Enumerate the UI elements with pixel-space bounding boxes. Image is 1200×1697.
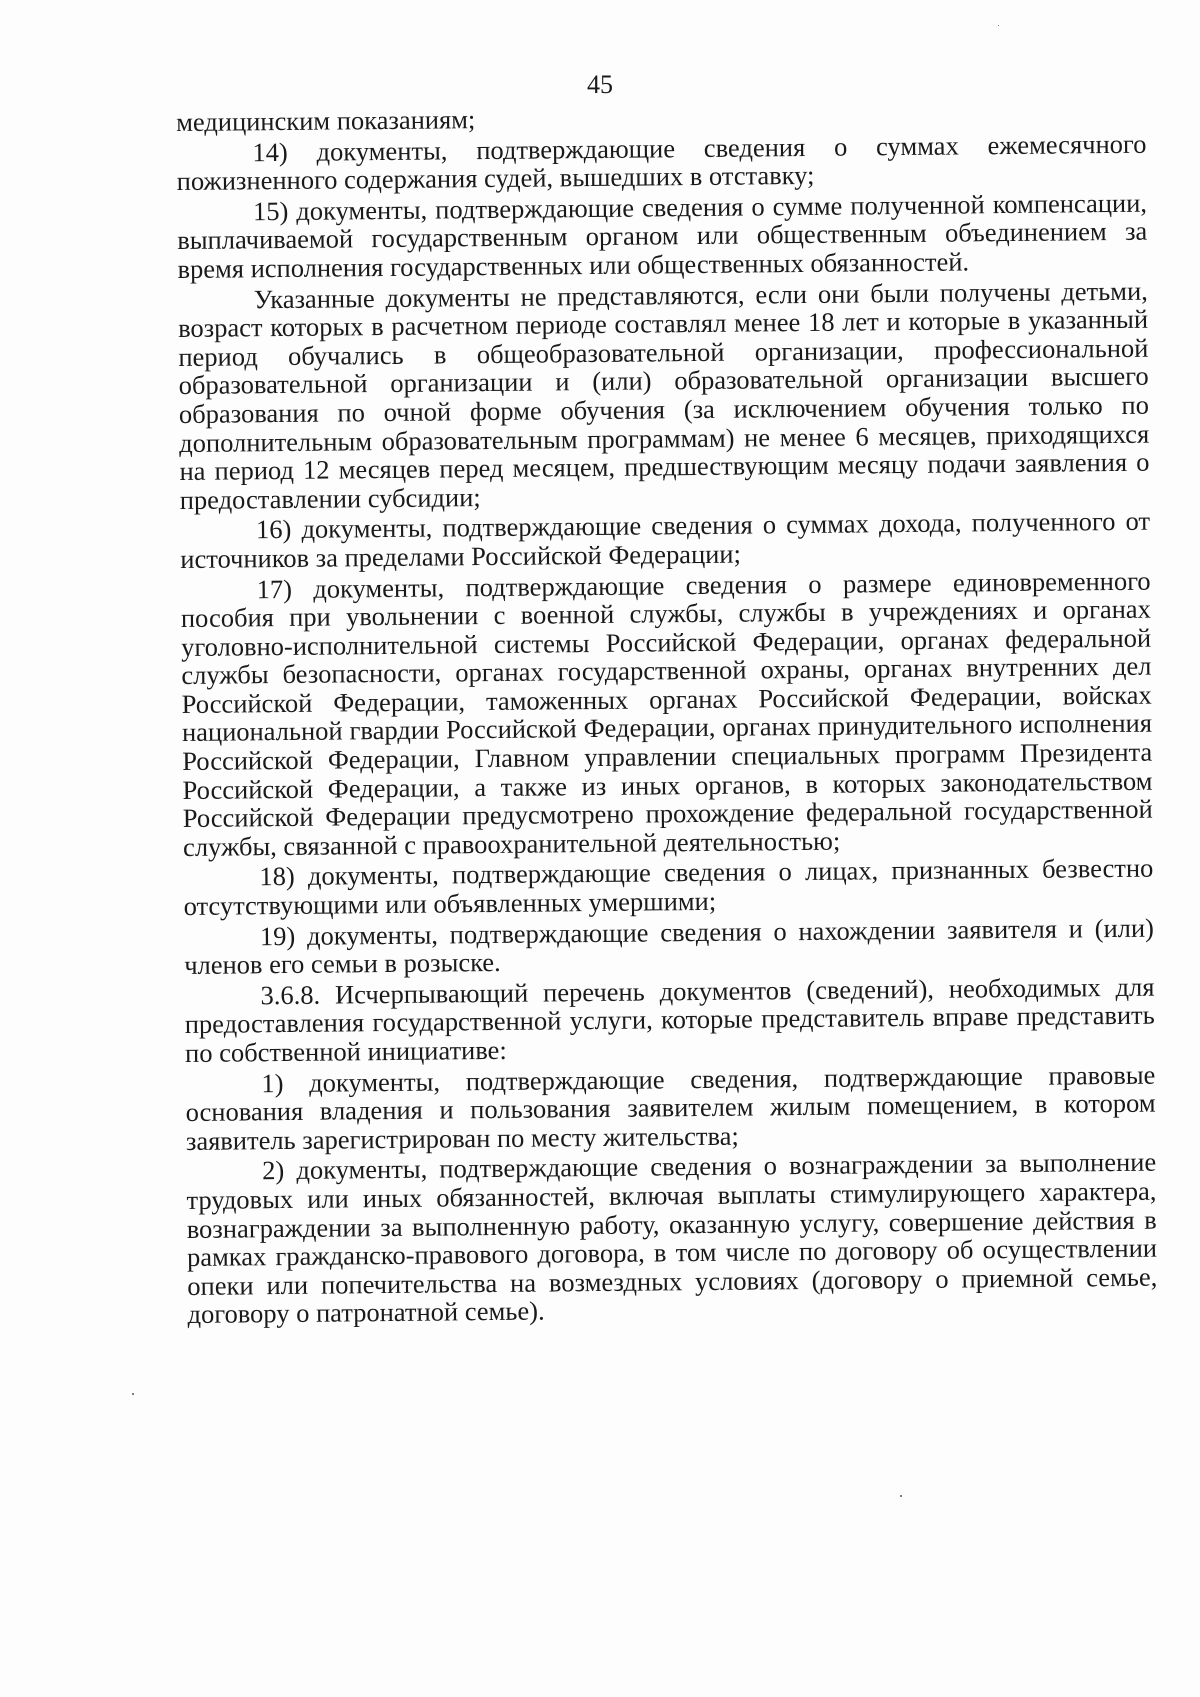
scan-speck <box>900 1495 902 1497</box>
paragraph-item-18: 18) документы, подтверждающие сведения о лицах, признанных безвестно отсутствующими или объявленных умершими; <box>183 853 1154 921</box>
paragraph-continuation: медицинским показаниям; <box>175 104 476 137</box>
paragraph-section-3-6-8: 3.6.8. Исчерпывающий перечень документов (сведений), необходимых для предоставления государственной услуги, которые представитель вправе представить по собственной инициативе: <box>184 971 1155 1068</box>
page-number: 45 <box>587 70 613 99</box>
paragraph-sub-item-1: 1) документы, подтверждающие сведения, подтверждающие правовые основания владения и пользования заявителем жилым помещением, в котором заявитель зарегистрирован по месту жительства; <box>185 1059 1156 1156</box>
paragraph-item-19: 19) документы, подтверждающие сведения о нахождении заявителя и (или) членов его семьи в розыске. <box>184 912 1155 981</box>
paragraph-item-15: 15) документы, подтверждающие сведения о сумме полученной компенсации, выплачиваемой государственным органом или общественным объединением за время исполнения государственных или общественных обязанностей. <box>177 187 1148 284</box>
scan-speck <box>132 1393 134 1395</box>
paragraph-item-16: 16) документы, подтверждающие сведения о суммах дохода, полученного от источников за пределами Российской Федерации; <box>180 505 1151 574</box>
paragraph-exception-note: Указанные документы не представляются, если они были получены детьми, возраст которых в расчетном периоде составлял менее 18 лет и которые в указанный период обучались в общеобразовательной организации, профессиональной образовательной организации и (или) образовательной организации высшего образования по очной форме обучения (за исключением обучения только по дополнительным образовательным программам) не менее 6 месяцев, приходящихся на период 12 месяцев перед месяцем, предшествующим месяцу подачи заявления о предоставлении субсидии; <box>177 275 1150 515</box>
paragraph-item-17: 17) документы, подтверждающие сведения о размере единовременного пособия при увольнении с военной службы, службы в учреждениях и органах уголовно-исполнительной системы Российской Федерации, органах федеральной службы безопасности, органах государственной охраны, органах внутренних дел Российской Федерации, таможенных органах Российской Федерации, войсках национальной гвардии Российской Федерации, органах принудительного исполнения Российской Федерации, Главном управлении специальных программ Президента Российской Федерации, а также из иных органов, в которых законодательством Российской Федерации предусмотрено прохождение федеральной государственной службы, связанной с правоохранительной деятельностью; <box>180 565 1153 862</box>
scan-speck <box>998 25 999 26</box>
paragraph-item-14: 14) документы, подтверждающие сведения о суммах ежемесячного пожизненного содержания судей, вышедших в отставку; <box>176 128 1147 197</box>
paragraph-sub-item-2: 2) документы, подтверждающие сведения о вознаграждении за выполнение трудовых или иных обязанностей, включая выплаты стимулирующего характера, вознаграждении за выполненную работу, оказанную услугу, совершение действия в рамках гражданско-правового договора, в том числе по договору об осуществлении опеки или попечительства на возмездных условиях (договору о приемной семье, договору о патронатной семье). <box>186 1147 1158 1330</box>
document-body <box>176 99 1158 1329</box>
